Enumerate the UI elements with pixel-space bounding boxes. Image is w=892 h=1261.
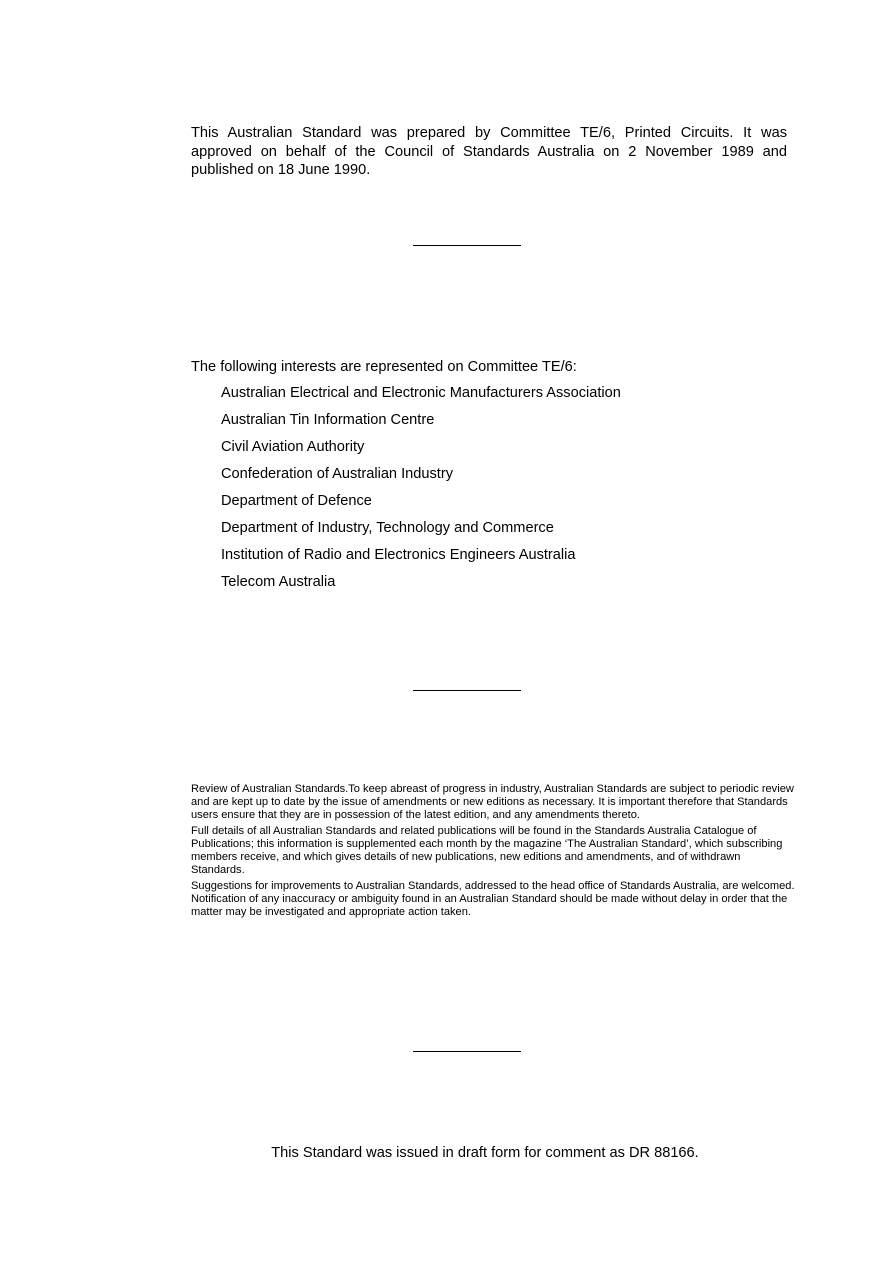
committee-interests <box>191 357 787 596</box>
review-title: Review of Australian Standards. <box>191 783 349 795</box>
list-item: Department of Defence <box>221 493 372 509</box>
review-notice <box>191 783 795 922</box>
suggestions-paragraph: Suggestions for improvements to Australian Standards, addressed to the head office of Standards Australia, are welcomed. Notification of any inaccuracy or ambiguity found in an Australian Standard should be made without delay in order that the matter may be investigated and appropriate action taken. <box>191 880 795 918</box>
list-item: Confederation of Australian Industry <box>221 466 454 482</box>
review-paragraph <box>191 783 795 822</box>
list-item: Civil Aviation Authority <box>221 439 365 455</box>
draft-note: This Standard was issued in draft form for comment as DR 88166. <box>271 1145 699 1161</box>
list-item: Australian Electrical and Electronic Manufacturers Association <box>221 385 621 401</box>
divider-rule <box>413 690 521 691</box>
list-item: Department of Industry, Technology and Commerce <box>221 520 554 536</box>
divider-rule <box>413 245 521 246</box>
list-item: Australian Tin Information Centre <box>221 412 435 428</box>
interests-heading: The following interests are represented on Committee TE/6: <box>191 359 577 375</box>
divider-rule <box>413 1051 521 1052</box>
review-body: To keep abreast of progress in industry, Australian Standards are subject to periodic review and are kept up to date by the issue of amendments or new editions as necessary. It is important therefore that Standards users ensure that they are in possession of the latest edition, and any amendments thereto. <box>191 783 794 821</box>
list-item: Telecom Australia <box>221 574 336 590</box>
intro-paragraph: This Australian Standard was prepared by Committee TE/6, Printed Circuits. It was approved on behalf of the Council of Standards Australia on 2 November 1989 and published on 18 June 1990. <box>191 125 787 179</box>
catalogue-paragraph: Full details of all Australian Standards and related publications will be found in the Standards Australia Catalogue of Publications; this information is supplemented each month by the magazine ‘The Australian Standard’, which subscribing members receive, and which gives details of new publications, new editions and amendments, and of withdrawn Standards. <box>191 825 783 876</box>
interests-list <box>191 380 787 596</box>
list-item: Institution of Radio and Electronics Engineers Australia <box>221 547 576 563</box>
